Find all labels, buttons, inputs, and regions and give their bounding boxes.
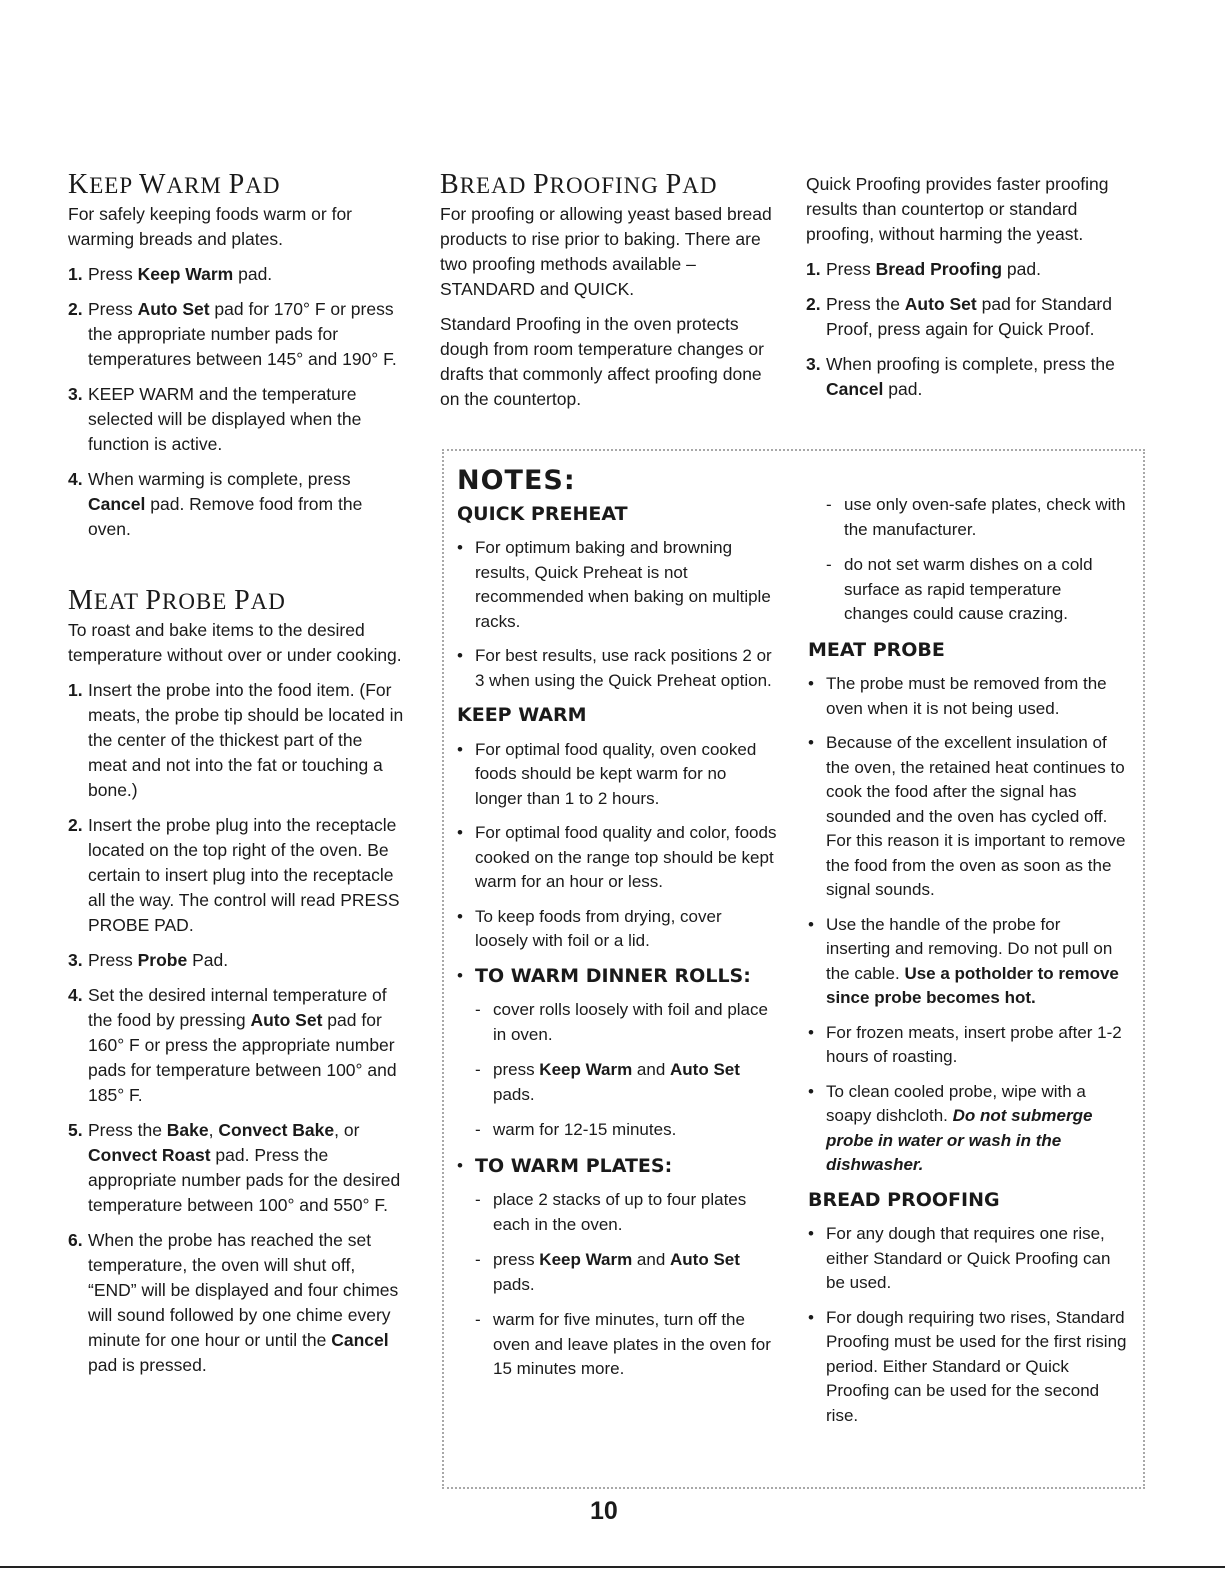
- bullet-mark: •: [808, 1307, 814, 1327]
- meat-probe-step-3: [68, 948, 404, 973]
- step-number: 2.: [68, 299, 83, 319]
- meat-probe-note-3: [808, 913, 1128, 1011]
- bullet-text: Because of the excellent insulation of the oven, the retained heat continues to cook the food after the signal has sounded and the oven has cycled off. For this reason it is important to remove the food from the oven as soon as the signal sounds.: [826, 733, 1126, 899]
- plates-item-cont-1: [826, 493, 1128, 542]
- standard-proofing-text: Standard Proofing in the oven protects dough from room temperature changes or drafts that commonly affect proofing done on the countertop.: [440, 314, 764, 409]
- dash-text: warm for five minutes, turn off the oven and leave plates in the oven for 15 minutes more.: [493, 1310, 771, 1378]
- meat-probe-step-6: [68, 1228, 404, 1378]
- step-text: Insert the probe into the food item. (For meats, the probe tip should be located in the center of the thickest part of the meat and not into the fat or touching a bone.): [88, 680, 404, 800]
- page-number: 10: [590, 1497, 618, 1525]
- keep-warm-step-4: [68, 467, 404, 542]
- step-number: 3.: [68, 384, 83, 404]
- column-right: [806, 172, 1142, 412]
- bullet-mark: •: [808, 1022, 814, 1042]
- step-text: Press Probe Pad.: [88, 950, 229, 970]
- step-number: 2.: [806, 294, 821, 314]
- quick-preheat-note-2: [457, 644, 777, 693]
- keep-warm-note-3: [457, 905, 777, 954]
- meat-probe-step-4: [68, 983, 404, 1108]
- dash-mark: -: [475, 1120, 481, 1139]
- step-text: Press the Auto Set pad for Standard Proof, press again for Quick Proof.: [826, 294, 1112, 339]
- keep-warm-steps: [68, 262, 404, 542]
- bullet-mark: •: [457, 739, 463, 759]
- keep-warm-heading: KEEP WARM PAD: [68, 169, 281, 200]
- bullet-mark: •: [808, 1081, 814, 1101]
- meat-probe-note-1: [808, 672, 1128, 721]
- bullet-mark: •: [808, 914, 814, 934]
- dash-text: cover rolls loosely with foil and place in oven.: [493, 1000, 768, 1044]
- bullet-mark: •: [808, 1224, 814, 1243]
- bullet-text: The probe must be removed from the oven when it is not being used.: [826, 674, 1107, 718]
- dash-text: do not set warm dishes on a cold surface as rapid temperature changes could cause crazing.: [844, 555, 1093, 623]
- notes-right-column: [808, 493, 1128, 1438]
- bullet-text: For optimum baking and browning results, Quick Preheat is not recommended when baking on multiple racks.: [475, 538, 771, 631]
- bullet-mark: •: [457, 538, 463, 557]
- meat-probe-note-2: [808, 731, 1128, 903]
- dinner-rolls-item-1: [475, 998, 777, 1047]
- column-middle: [440, 169, 775, 422]
- keep-warm-note-1: [457, 738, 777, 812]
- step-text: Press Keep Warm pad.: [88, 264, 273, 284]
- bullet-text: For frozen meats, insert probe after 1-2 hours of roasting.: [826, 1022, 1122, 1066]
- step-number: 3.: [806, 354, 821, 374]
- bullet-text: For best results, use rack positions 2 or 3 when using the Quick Preheat option.: [475, 646, 772, 690]
- dash-mark: -: [475, 1250, 481, 1269]
- plates-item-cont-2: [826, 553, 1128, 627]
- dinner-rolls-item-3: [475, 1118, 777, 1143]
- notes-box: [442, 449, 1145, 1489]
- bullet-text: For optimal food quality and color, foods cooked on the range top should be kept warm for an hour or less.: [475, 823, 777, 891]
- step-number: 1.: [68, 264, 83, 284]
- step-number: 6.: [68, 1230, 83, 1250]
- plates-heading: • TO WARM PLATES:: [457, 1154, 673, 1177]
- step-number: 1.: [806, 259, 821, 279]
- dash-mark: -: [826, 555, 832, 574]
- dash-mark: -: [826, 495, 832, 514]
- keep-warm-note-2: [457, 821, 777, 895]
- meat-probe-step-1: [68, 678, 404, 803]
- bread-proofing-step-2: [806, 292, 1142, 342]
- step-text: Press the Bake, Convect Bake, or Convect Roast pad. Press the appropriate number pads for the desired temperature between 100° and 550° F.: [88, 1120, 401, 1215]
- meat-probe-intro: To roast and bake items to the desired temperature without over or under cooking.: [68, 620, 402, 665]
- plates-item-2: [475, 1248, 777, 1297]
- dash-mark: -: [475, 1000, 481, 1019]
- step-text: KEEP WARM and the temperature selected will be displayed when the function is active.: [88, 384, 362, 454]
- dash-text: press Keep Warm and Auto Set pads.: [493, 1250, 740, 1294]
- bullet-text: To clean cooled probe, wipe with a soapy dishcloth. Do not submerge probe in water or wash in the dishwasher.: [826, 1081, 1093, 1174]
- dinner-rolls-heading: • TO WARM DINNER ROLLS:: [457, 964, 751, 987]
- step-number: 4.: [68, 985, 83, 1005]
- notes-left-column: [457, 465, 777, 1393]
- bread-proofing-notes-heading: BREAD PROOFING: [808, 1188, 1000, 1211]
- bullet-mark: •: [457, 906, 463, 926]
- step-number: 4.: [68, 469, 83, 489]
- keep-warm-intro: For safely keeping foods warm or for warming breads and plates.: [68, 204, 353, 249]
- meat-probe-heading: MEAT PROBE PAD: [68, 585, 286, 616]
- plates-item-3: [475, 1308, 777, 1382]
- step-text: When proofing is complete, press the Cancel pad.: [826, 354, 1115, 399]
- keep-warm-step-3: [68, 382, 404, 457]
- dash-mark: -: [475, 1060, 481, 1079]
- bread-proofing-note-2: [808, 1306, 1128, 1429]
- meat-probe-step-5: [68, 1118, 404, 1218]
- meat-probe-note-5: [808, 1080, 1128, 1178]
- dinner-rolls-item-2: [475, 1058, 777, 1107]
- bread-proofing-intro: For proofing or allowing yeast based bread products to rise prior to baking. There are two proofing methods available – STANDARD and QUICK.: [440, 204, 772, 299]
- dash-text: use only oven-safe plates, check with the manufacturer.: [844, 495, 1126, 539]
- meat-probe-notes-heading: MEAT PROBE: [808, 638, 945, 661]
- keep-warm-step-1: [68, 262, 404, 287]
- keep-warm-step-2: [68, 297, 404, 372]
- bread-proofing-heading: BREAD PROOFING PAD: [440, 169, 718, 200]
- bullet-text: To keep foods from drying, cover loosely with foil or a lid.: [475, 906, 722, 950]
- step-text: Set the desired internal temperature of the food by pressing Auto Set pad for 160° F or press the appropriate number pads for temperature between 100° and 185° F.: [88, 985, 397, 1105]
- bullet-text: Use the handle of the probe for inserting and removing. Do not pull on the cable. Use a potholder to remove since probe becomes hot.: [826, 914, 1119, 1007]
- bullet-text: For dough requiring two rises, Standard Proofing must be used for the first rising period. Either Standard or Quick Proofing can be used for the second rise.: [826, 1307, 1127, 1425]
- step-text: When warming is complete, press Cancel pad. Remove food from the oven.: [88, 469, 363, 539]
- meat-probe-step-2: [68, 813, 404, 938]
- bullet-mark: •: [808, 674, 814, 693]
- step-text: When the probe has reached the set temperature, the oven will shut off, “END” will be displayed and four chimes will sound followed by one chime every minute for one hour or until the Cancel pad is pressed.: [88, 1230, 399, 1375]
- meat-probe-steps: [68, 678, 404, 1378]
- quick-proofing-text: Quick Proofing provides faster proofing results than countertop or standard proofing, without harming the yeast.: [806, 174, 1109, 244]
- bullet-text: For any dough that requires one rise, either Standard or Quick Proofing can be used.: [826, 1224, 1111, 1292]
- bullet-mark: •: [457, 646, 463, 665]
- column-left: [68, 169, 404, 1388]
- step-number: 2.: [68, 815, 83, 835]
- dash-text: place 2 stacks of up to four plates each in the oven.: [493, 1190, 747, 1234]
- quick-preheat-note-1: [457, 536, 777, 634]
- dash-mark: -: [475, 1310, 481, 1329]
- bullet-text: For optimal food quality, oven cooked foods should be kept warm for no longer than 1 to 2 hours.: [475, 739, 757, 808]
- bread-proofing-step-1: [806, 257, 1142, 282]
- bread-proofing-steps: [806, 257, 1142, 402]
- quick-preheat-heading: QUICK PREHEAT: [457, 502, 628, 525]
- keep-warm-notes-heading: KEEP WARM: [457, 704, 587, 726]
- plates-item-1: [475, 1188, 777, 1237]
- step-text: Insert the probe plug into the receptacle located on the top right of the oven. Be certain to insert plug into the receptacle all the way. The control will read PRESS PROBE PAD.: [88, 815, 400, 935]
- step-number: 3.: [68, 950, 83, 970]
- dash-text: press Keep Warm and Auto Set pads.: [493, 1060, 740, 1104]
- bottom-rule: [0, 1566, 1225, 1568]
- step-text: Press Auto Set pad for 170° F or press the appropriate number pads for temperatures between 145° and 190° F.: [88, 299, 397, 369]
- dash-text: warm for 12-15 minutes.: [493, 1120, 677, 1139]
- step-number: 5.: [68, 1120, 83, 1140]
- step-number: 1.: [68, 680, 83, 700]
- step-text: Press Bread Proofing pad.: [826, 259, 1041, 279]
- bullet-mark: •: [808, 733, 814, 752]
- bullet-mark: •: [457, 823, 463, 842]
- meat-probe-note-4: [808, 1021, 1128, 1070]
- bread-proofing-step-3: [806, 352, 1142, 402]
- bread-proofing-note-1: [808, 1222, 1128, 1296]
- notes-title: NOTES:: [457, 465, 576, 496]
- dash-mark: -: [475, 1190, 481, 1209]
